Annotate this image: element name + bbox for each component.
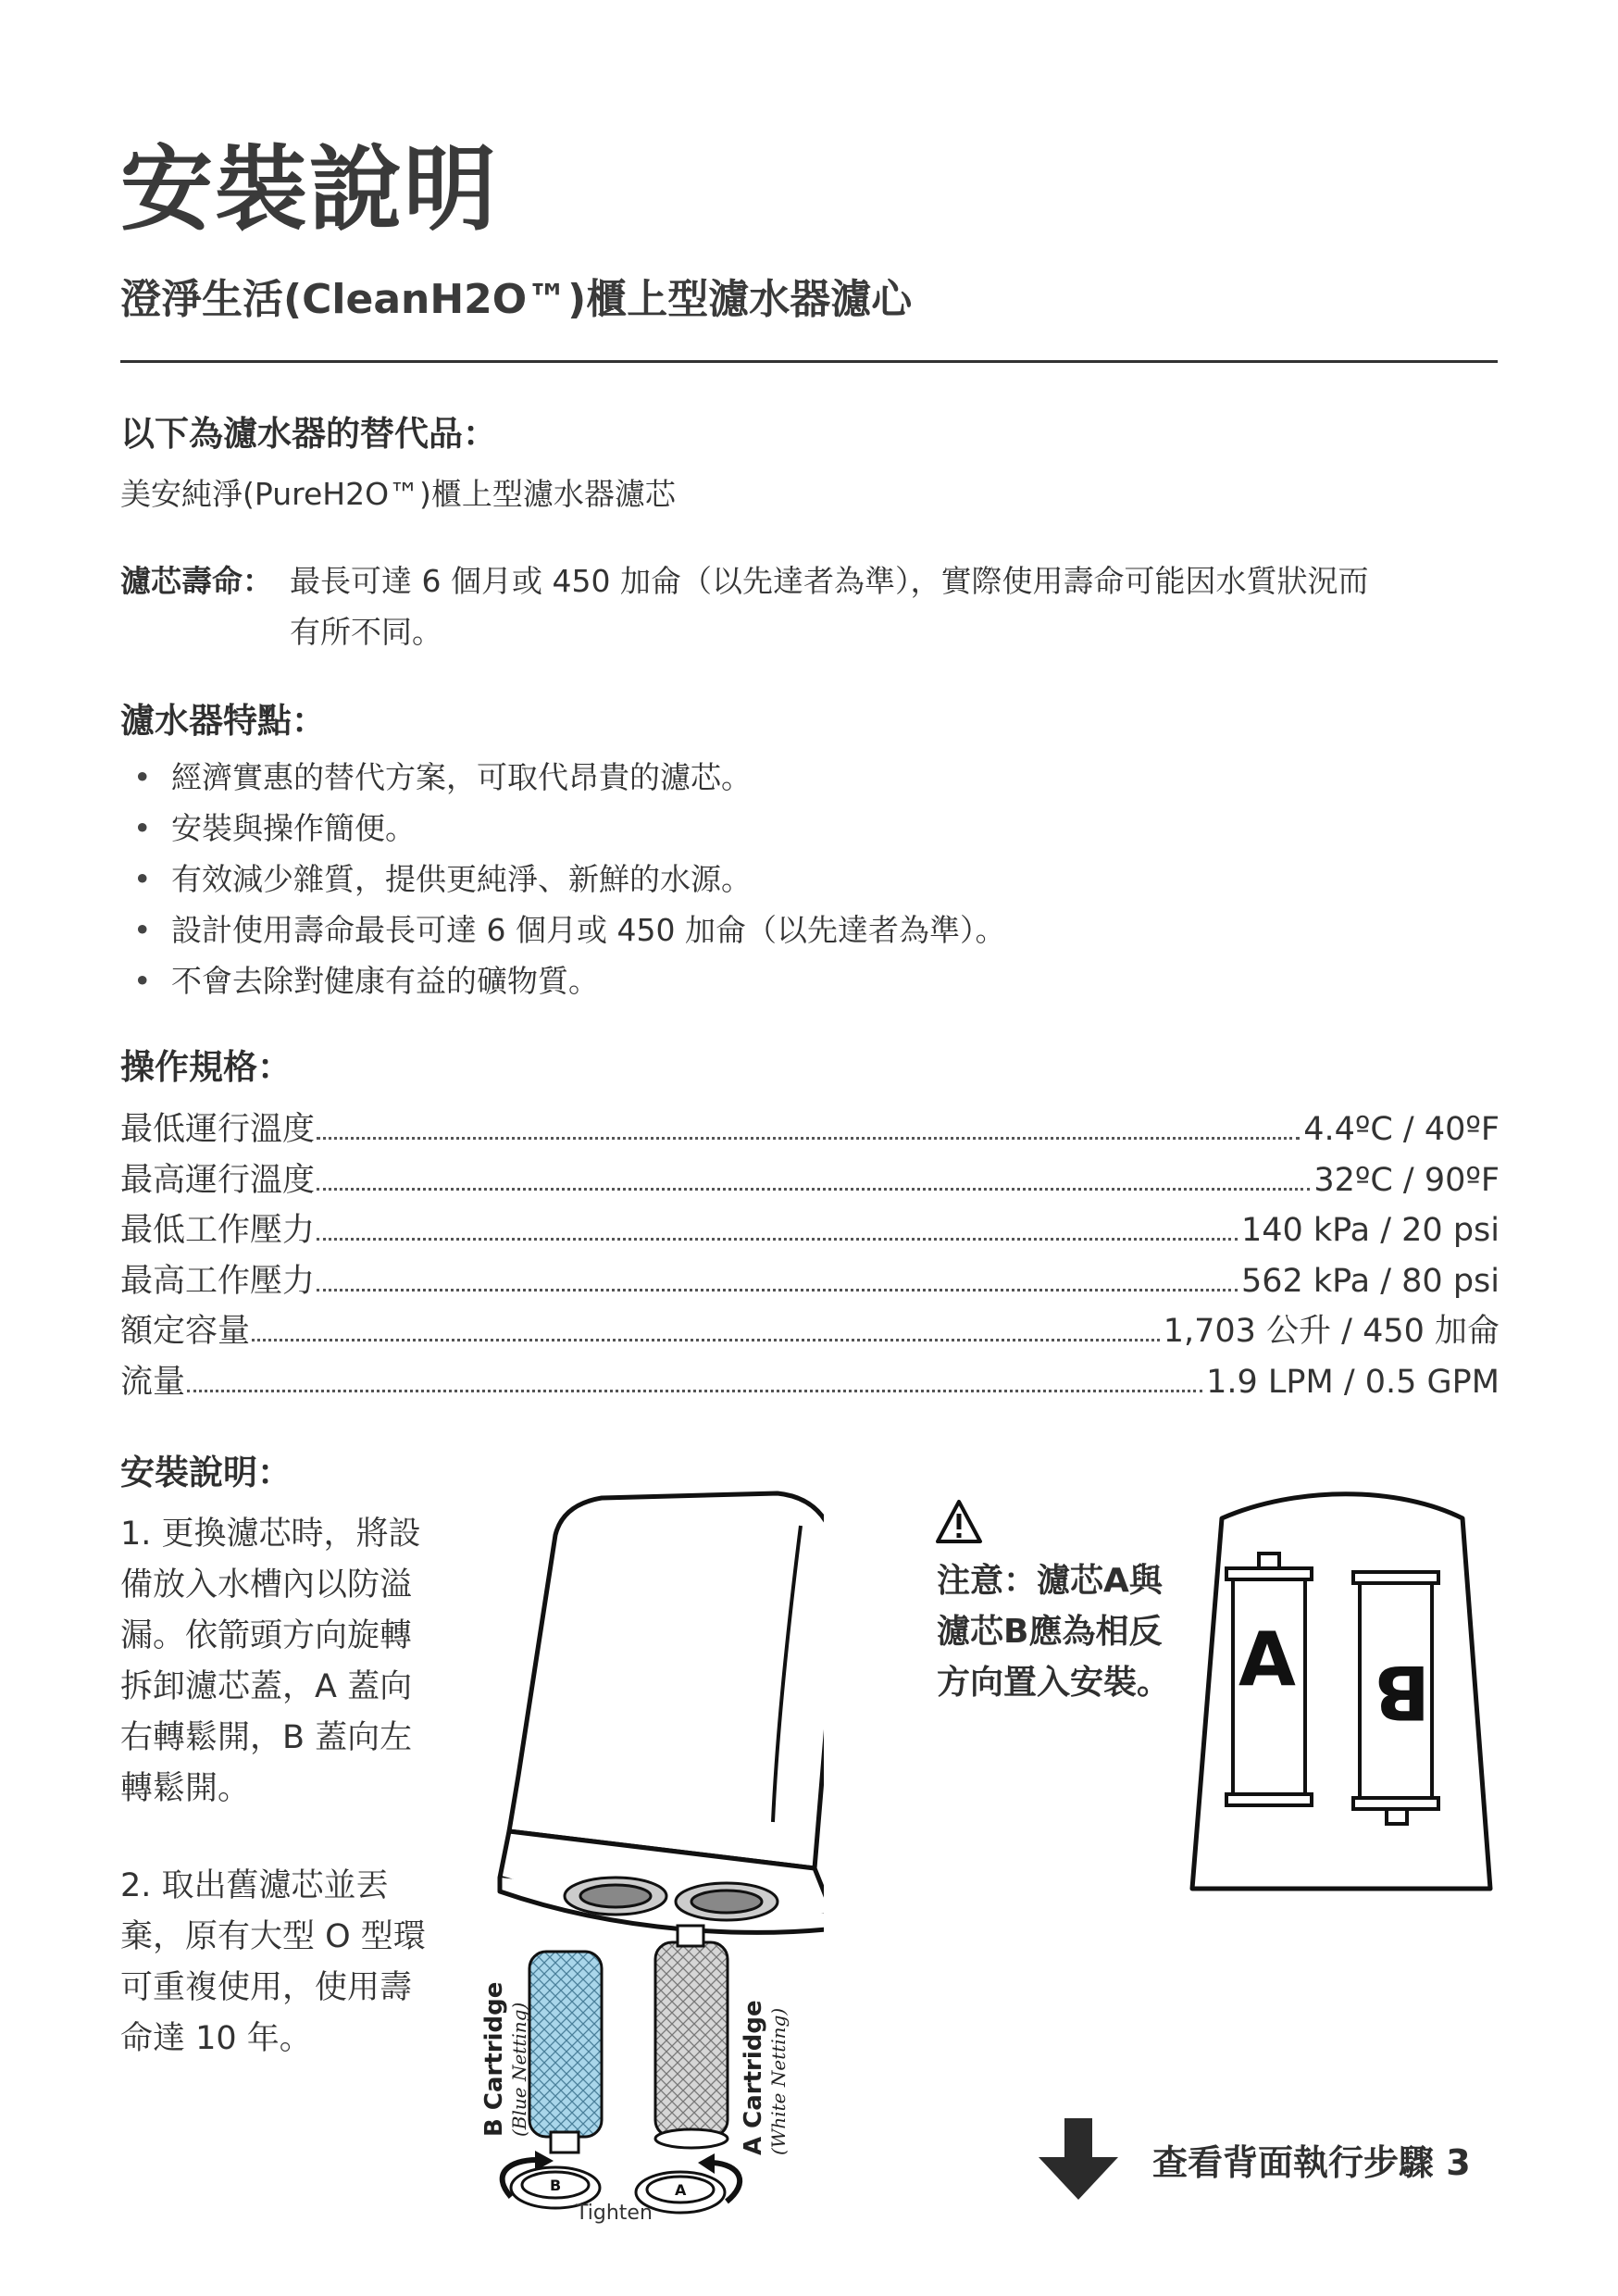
install-step-2: [120, 1861, 454, 2065]
step-line: 拆卸濾芯蓋，A 蓋向: [120, 1668, 413, 1705]
list-item: • 有效減少雜質，提供更純淨、新鮮的水源。: [120, 854, 1005, 905]
cartridge-b: [1353, 1572, 1438, 1824]
divider: [120, 360, 1498, 363]
step-line: 備放入水槽內以防溢: [120, 1566, 413, 1603]
leader-dots: [317, 1237, 1238, 1241]
spec-row: [120, 1356, 1500, 1407]
spec-value: 140 kPa / 20 psi: [1240, 1212, 1500, 1250]
cartridge-orientation-illustration: [1185, 1491, 1500, 1898]
housing-body: [500, 1493, 824, 1932]
step-line: 可重複使用，使用壽: [120, 1969, 413, 2006]
spec-value: 1.9 LPM / 0.5 GPM: [1206, 1363, 1500, 1401]
tighten-label: Tighten: [576, 2202, 653, 2225]
features-list: [120, 752, 1005, 1006]
note-line: 注意：濾芯A與: [937, 1562, 1163, 1600]
specs-table: [120, 1104, 1500, 1407]
leader-dots: [252, 1338, 1160, 1341]
filter-housing-illustration: [472, 1479, 824, 2239]
filter-life-line: 最長可達 6 個月或 450 加侖（以先達者為準），實際使用壽命可能因水質狀況而: [290, 563, 1369, 599]
spec-row: [120, 1204, 1500, 1255]
cap-a-letter: A: [675, 2181, 687, 2199]
spec-value: 1,703 公升 / 450 加侖: [1163, 1313, 1500, 1351]
next-step-label: 查看背面執行步驟 3: [1152, 2142, 1471, 2183]
list-item: • 設計使用壽命最長可達 6 個月或 450 加侖（以先達者為準）。: [120, 905, 1005, 955]
warning-triangle-icon: [935, 1498, 983, 1546]
spec-label: 額定容量: [120, 1313, 251, 1351]
spec-value: 562 kPa / 80 psi: [1240, 1262, 1500, 1300]
filter-life: [120, 555, 1500, 650]
step-line: 棄，原有大型 O 型環: [120, 1918, 426, 1955]
install-step-1: [120, 1509, 454, 1815]
spec-label: 最低運行溫度: [120, 1111, 316, 1148]
filter-life-line: 有所不同。: [290, 614, 442, 650]
step-line: 右轉鬆開，B 蓋向左: [120, 1719, 413, 1756]
replacement-heading: 以下為濾水器的替代品：: [120, 414, 497, 454]
spec-row: [120, 1255, 1500, 1306]
leader-dots: [317, 1187, 1310, 1191]
page-subtitle: 澄淨生活(CleanH2O™)櫃上型濾水器濾心: [120, 276, 913, 323]
cartridge-a-letter: A: [1238, 1616, 1296, 1703]
cartridge-a: [1226, 1554, 1312, 1805]
list-item: • 不會去除對健康有益的礦物質。: [120, 955, 1005, 1006]
spec-row: [120, 1154, 1500, 1205]
spec-label: 最高運行溫度: [120, 1161, 316, 1199]
note-line: 方向置入安裝。: [937, 1664, 1171, 1702]
step-line: 轉鬆開。: [120, 1770, 251, 1807]
arrow-down-icon: [1037, 2118, 1120, 2202]
list-item: • 安裝與操作簡便。: [120, 803, 1005, 854]
a-cartridge-label: A Cartridge: [740, 2000, 767, 2155]
step-line: 2. 取出舊濾芯並丟: [120, 1867, 389, 1904]
a-cartridge-labels: [740, 2000, 790, 2155]
b-netting-label: (Blue Netting): [508, 2002, 530, 2137]
note-line: 濾芯B應為相反: [937, 1613, 1163, 1651]
a-cartridge: [655, 1926, 728, 2148]
features-heading: 濾水器特點：: [120, 701, 326, 741]
b-cartridge-labels: [480, 1982, 530, 2137]
filter-life-value: [290, 555, 1493, 657]
spec-label: 流量: [120, 1363, 186, 1401]
spec-row: [120, 1305, 1500, 1356]
replacement-text: 美安純淨(PureH2O™)櫃上型濾水器濾芯: [120, 476, 676, 512]
spec-row: [120, 1104, 1500, 1154]
spec-value: 32ºC / 90ºF: [1313, 1161, 1500, 1199]
spec-value: 4.4ºC / 40ºF: [1303, 1111, 1500, 1148]
list-item: • 經濟實惠的替代方案，可取代昂貴的濾芯。: [120, 752, 1005, 803]
b-cartridge: [529, 1952, 602, 2152]
b-cartridge-label: B Cartridge: [480, 1981, 508, 2137]
cap-b-letter: B: [550, 2177, 562, 2194]
step-line: 漏。依箭頭方向旋轉: [120, 1617, 413, 1654]
install-heading: 安裝說明：: [120, 1453, 292, 1492]
step-line: 1. 更換濾芯時，將設: [120, 1516, 421, 1553]
page-title: 安裝說明: [120, 135, 498, 243]
cartridge-b-letter: B: [1374, 1649, 1430, 1735]
orientation-note: [937, 1555, 1177, 1708]
spec-label: 最高工作壓力: [120, 1262, 316, 1300]
filter-life-label: 濾芯壽命：: [120, 563, 273, 599]
a-netting-label: (White Netting): [767, 2007, 790, 2155]
leader-dots: [317, 1136, 1300, 1140]
leader-dots: [317, 1288, 1238, 1292]
leader-dots: [187, 1389, 1202, 1392]
spec-label: 最低工作壓力: [120, 1212, 316, 1250]
specs-heading: 操作規格：: [120, 1047, 292, 1087]
step-line: 命達 10 年。: [120, 2020, 312, 2057]
